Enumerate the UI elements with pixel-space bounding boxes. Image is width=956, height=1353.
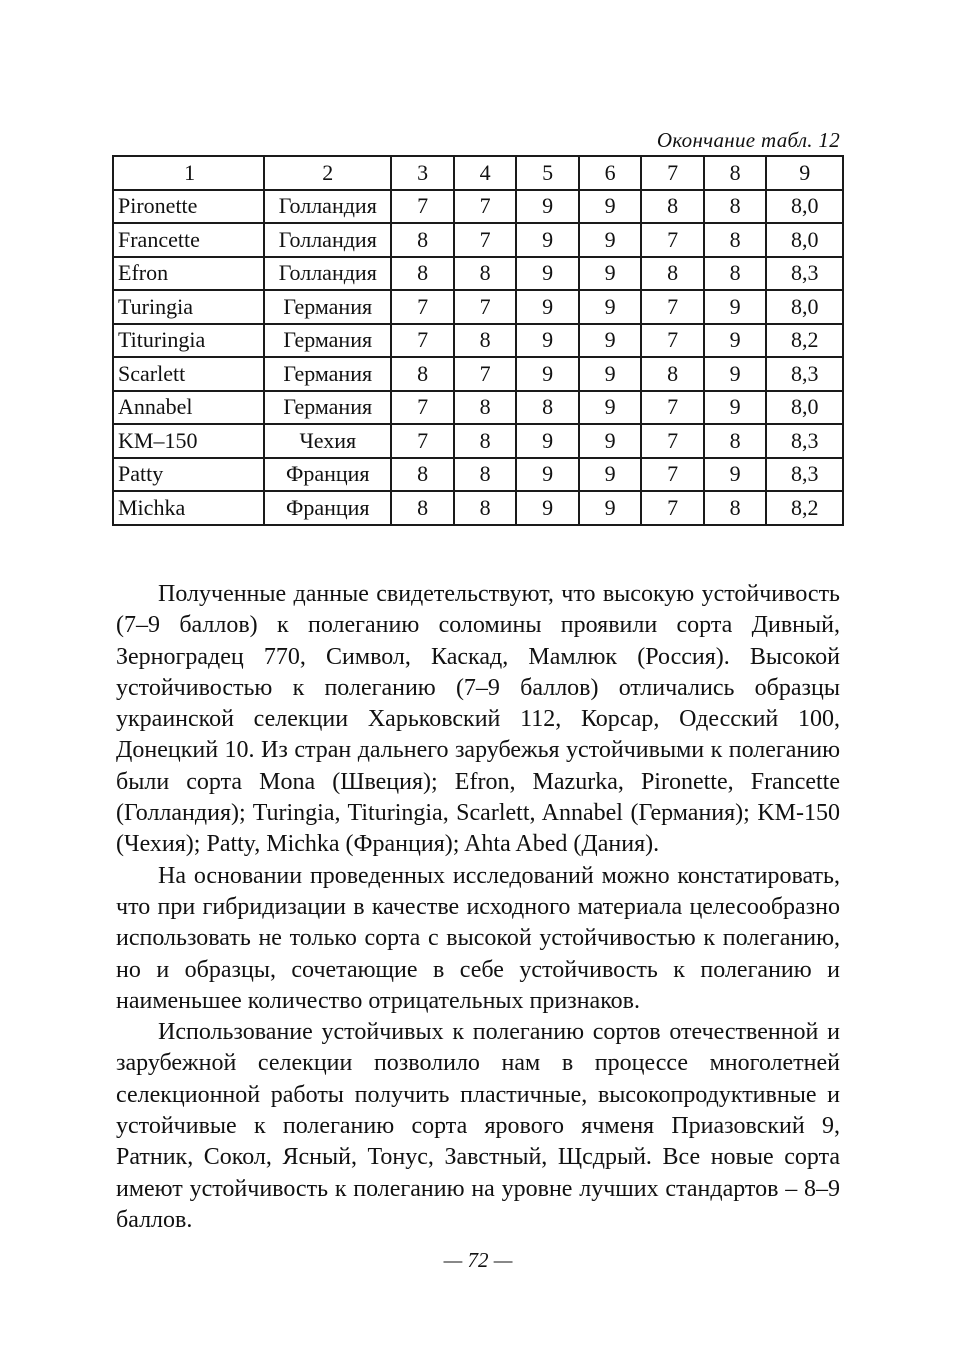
country-cell: Голландия: [264, 190, 391, 224]
average-cell: 8,3: [766, 424, 843, 458]
score-cell: 9: [516, 290, 579, 324]
table-row: [113, 190, 843, 224]
score-cell: 7: [641, 458, 704, 492]
score-cell: 8: [454, 491, 517, 525]
table-row: [113, 391, 843, 425]
score-cell: 7: [454, 357, 517, 391]
score-cell: 7: [641, 391, 704, 425]
score-cell: 8: [454, 324, 517, 358]
country-cell: Франция: [264, 491, 391, 525]
variety-cell: Scarlett: [113, 357, 264, 391]
average-cell: 8,0: [766, 223, 843, 257]
score-cell: 7: [391, 424, 454, 458]
score-cell: 9: [704, 391, 767, 425]
table-row: [113, 223, 843, 257]
table-row: [113, 290, 843, 324]
score-cell: 8: [641, 357, 704, 391]
score-cell: 7: [641, 324, 704, 358]
variety-cell: Francette: [113, 223, 264, 257]
score-cell: 7: [391, 391, 454, 425]
score-cell: 9: [516, 458, 579, 492]
score-cell: 8: [516, 391, 579, 425]
score-cell: 7: [454, 223, 517, 257]
header-cell: 8: [704, 156, 767, 190]
table-header-row: [113, 156, 843, 190]
country-cell: Германия: [264, 290, 391, 324]
header-cell: 2: [264, 156, 391, 190]
table-row: [113, 357, 843, 391]
country-cell: Германия: [264, 391, 391, 425]
score-cell: 9: [516, 190, 579, 224]
score-cell: 9: [579, 458, 642, 492]
average-cell: 8,2: [766, 324, 843, 358]
score-cell: 7: [454, 290, 517, 324]
score-cell: 9: [579, 357, 642, 391]
score-cell: 9: [516, 424, 579, 458]
score-cell: 9: [579, 491, 642, 525]
paragraph: Полученные данные свидетельствуют, что высокую устойчивость (7–9 баллов) к полеганию соломины проявили сорта Дивный, Зерноградец 770, Символ, Каскад, Мамлюк (Россия). Высокой устойчивостью к полеганию (7–9 баллов) отличались образцы украинской селекции Харьковский 112, Корсар, Одесский 100, Донецкий 10. Из стран дальнего зарубежья устойчивыми к полеганию были сорта Mona (Швеция); Efron, Mazurka, Pironette, Francette (Голландия); Turingia, Tituringia, Scarlett, Annabel (Германия); KM-150 (Чехия); Patty, Michka (Франция); Ahta Abed (Дания).: [116, 581, 840, 858]
body-text: [116, 579, 840, 1236]
score-cell: 8: [454, 424, 517, 458]
data-table: [112, 155, 844, 526]
score-cell: 8: [454, 458, 517, 492]
score-cell: 9: [704, 324, 767, 358]
score-cell: 9: [516, 491, 579, 525]
score-cell: 9: [579, 391, 642, 425]
average-cell: 8,0: [766, 290, 843, 324]
paragraph: Использование устойчивых к полеганию сортов отечественной и зарубежной селекции позволило нам в процессе многолетней селекционной работы получить пластичные, высокопродуктивные и устойчивые к полеганию сорта ярового ячменя Приазовский 9, Ратник, Сокол, Ясный, Тонус, Завстный, Щсдрый. Все новые сорта имеют устойчивость к полеганию на уровне лучших стандартов – 8–9 баллов.: [116, 1019, 840, 1233]
table-caption: Окончание табл. 12: [656, 128, 840, 152]
paragraph: На основании проведенных исследований можно констатировать, что при гибридизации в качестве исходного материала целесообразно использовать не только сорта с высокой устойчивостью к полеганию, но и образцы, сочетающие в себе устойчивость к полеганию и наименьшее количество отрицательных признаков.: [116, 862, 840, 1014]
country-cell: Франция: [264, 458, 391, 492]
score-cell: 7: [641, 223, 704, 257]
score-cell: 7: [641, 491, 704, 525]
average-cell: 8,0: [766, 391, 843, 425]
score-cell: 8: [391, 458, 454, 492]
score-cell: 7: [391, 290, 454, 324]
score-cell: 7: [391, 324, 454, 358]
score-cell: 9: [704, 357, 767, 391]
variety-cell: Tituringia: [113, 324, 264, 358]
score-cell: 7: [641, 424, 704, 458]
score-cell: 8: [391, 491, 454, 525]
score-cell: 9: [704, 290, 767, 324]
score-cell: 7: [391, 190, 454, 224]
variety-cell: KM–150: [113, 424, 264, 458]
country-cell: Чехия: [264, 424, 391, 458]
score-cell: 9: [579, 257, 642, 291]
score-cell: 8: [454, 257, 517, 291]
score-cell: 8: [704, 424, 767, 458]
country-cell: Голландия: [264, 257, 391, 291]
header-cell: 9: [766, 156, 843, 190]
score-cell: 9: [579, 223, 642, 257]
score-cell: 8: [641, 257, 704, 291]
average-cell: 8,3: [766, 458, 843, 492]
average-cell: 8,0: [766, 190, 843, 224]
table-row: [113, 491, 843, 525]
table-row: [113, 257, 843, 291]
table-body: [113, 156, 843, 525]
score-cell: 9: [704, 458, 767, 492]
header-cell: 7: [641, 156, 704, 190]
score-cell: 8: [391, 257, 454, 291]
variety-cell: Turingia: [113, 290, 264, 324]
variety-cell: Patty: [113, 458, 264, 492]
score-cell: 9: [579, 190, 642, 224]
score-cell: 9: [516, 324, 579, 358]
header-cell: 5: [516, 156, 579, 190]
average-cell: 8,3: [766, 357, 843, 391]
score-cell: 9: [516, 357, 579, 391]
score-cell: 9: [516, 257, 579, 291]
score-cell: 8: [704, 257, 767, 291]
score-cell: 9: [579, 290, 642, 324]
score-cell: 8: [391, 357, 454, 391]
variety-cell: Annabel: [113, 391, 264, 425]
country-cell: Голландия: [264, 223, 391, 257]
country-cell: Германия: [264, 357, 391, 391]
header-cell: 1: [113, 156, 264, 190]
header-cell: 4: [454, 156, 517, 190]
score-cell: 8: [391, 223, 454, 257]
score-cell: 8: [454, 391, 517, 425]
table-row: [113, 458, 843, 492]
header-cell: 6: [579, 156, 642, 190]
variety-cell: Efron: [113, 257, 264, 291]
score-cell: 9: [516, 223, 579, 257]
variety-cell: Michka: [113, 491, 264, 525]
average-cell: 8,3: [766, 257, 843, 291]
score-cell: 9: [579, 424, 642, 458]
score-cell: 7: [454, 190, 517, 224]
score-cell: 8: [641, 190, 704, 224]
average-cell: 8,2: [766, 491, 843, 525]
page-number: — 72 —: [443, 1248, 513, 1272]
table-row: [113, 424, 843, 458]
score-cell: 7: [641, 290, 704, 324]
score-cell: 9: [579, 324, 642, 358]
variety-cell: Pironette: [113, 190, 264, 224]
header-cell: 3: [391, 156, 454, 190]
score-cell: 8: [704, 223, 767, 257]
score-cell: 8: [704, 491, 767, 525]
score-cell: 8: [704, 190, 767, 224]
country-cell: Германия: [264, 324, 391, 358]
table-row: [113, 324, 843, 358]
